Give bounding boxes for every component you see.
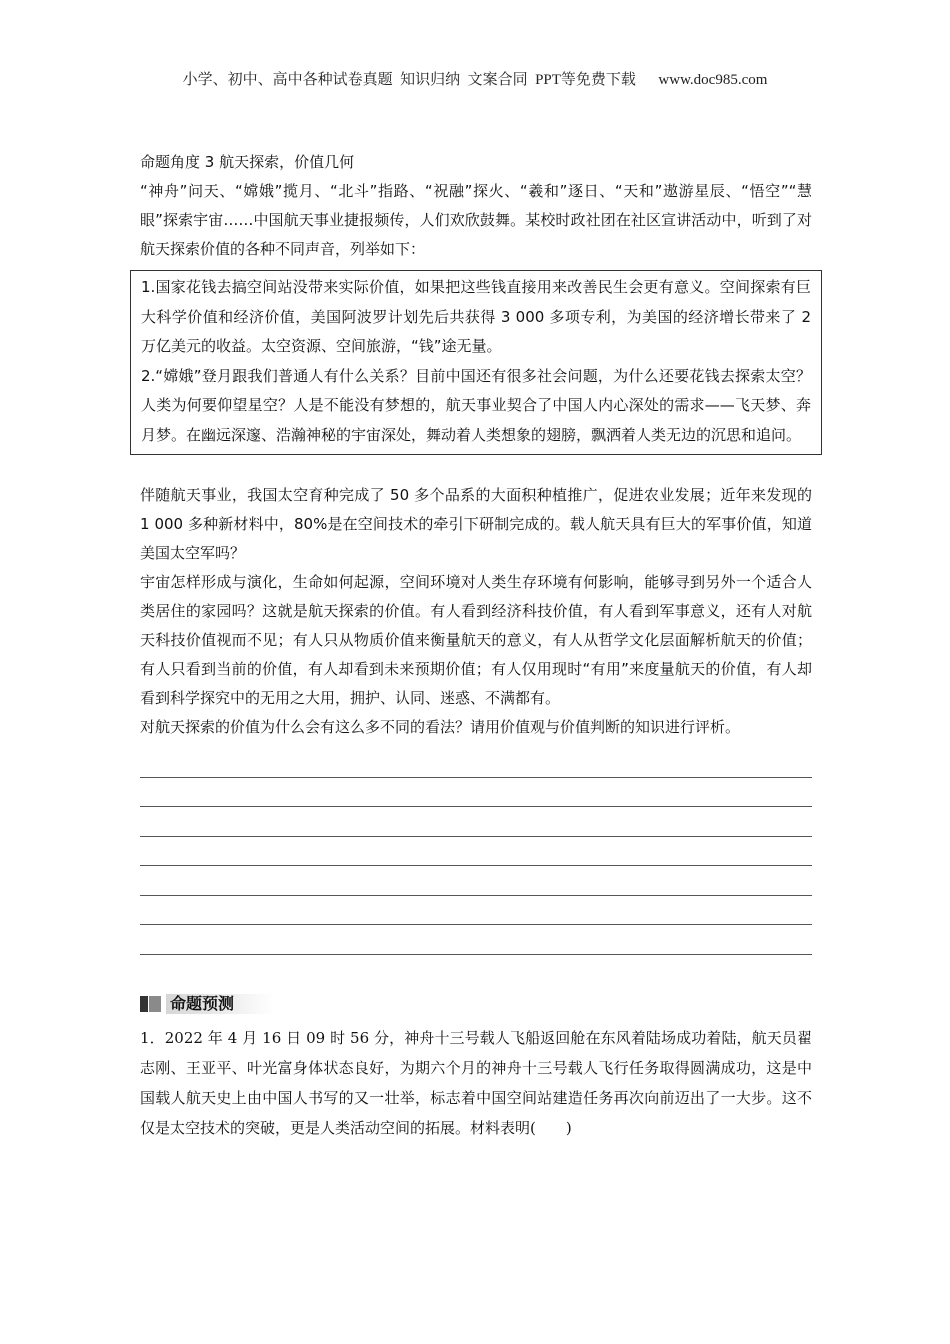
main-content bbox=[140, 148, 812, 1158]
answer-line[interactable] bbox=[140, 866, 812, 896]
viewpoint-item-1: 1.国家花钱去搞空间站没带来实际价值，如果把这些钱直接用来改善民生会更有意义。空间探索有巨大科学价值和经济价值，美国阿波罗计划先后共获得 3 000 多项专利，为美国的经济增长带来了 2 万亿美元的收益。太空资源、空间旅游，“钱”途无量。 bbox=[141, 278, 811, 355]
answer-line[interactable] bbox=[140, 748, 812, 778]
forecast-question-1: 1．2022 年 4 月 16 日 09 时 56 分，神舟十三号载人飞船返回舱在东风着陆场成功着陆，航天员翟志刚、王亚平、叶光富身体状态良好，为期六个月的神舟十三号载人飞行任务取得圆满成功，这是中国载人航天史上由中国人书写的又一壮举，标志着中国空间站建造任务再次向前迈出了一大步。这不仅是太空技术的突破，更是人类活动空间的拓展。材料表明( ) bbox=[140, 1028, 812, 1137]
question-prompt: 对航天探索的价值为什么会有这么多不同的看法？请用价值观与价值判断的知识进行评析。 bbox=[140, 718, 741, 736]
answer-lines[interactable] bbox=[140, 748, 812, 955]
section-heading: 命题角度 3 航天探索，价值几何 bbox=[140, 153, 355, 171]
forecast-title: 命题预测 bbox=[166, 994, 274, 1014]
answer-line[interactable] bbox=[140, 925, 812, 955]
page-header: 小学、初中、高中各种试卷真题 知识归纳 文案合同 PPT等免费下载 www.doc985.com bbox=[182, 72, 768, 88]
intro-paragraph: “神舟”问天、“嫦娥”揽月、“北斗”指路、“祝融”探火、“羲和”逐日、“天和”遨游星辰、“悟空”“慧眼”探索宇宙……中国航天事业捷报频传，人们欢欣鼓舞。某校时政社团在社区宣讲活动中，听到了对航天探索价值的各种不同声音，列举如下： bbox=[140, 182, 812, 258]
answer-line[interactable] bbox=[140, 778, 812, 808]
viewpoints-box bbox=[130, 270, 822, 455]
paragraph-space-value: 宇宙怎样形成与演化，生命如何起源，空间环境对人类生存环境有何影响，能够寻到另外一个适合人类居住的家园吗？这就是航天探索的价值。有人看到经济科技价值，有人看到军事意义，还有人对航天科技价值视而不见；有人只从物质价值来衡量航天的意义，有人从哲学文化层面解析航天的价值；有人只看到当前的价值，有人却看到未来预期价值；有人仅用现时“有用”来度量航天的价值，有人却看到科学探究中的无用之大用，拥护、认同、迷惑、不满都有。 bbox=[140, 573, 812, 707]
paragraph-space-benefits: 伴随航天事业，我国太空育种完成了 50 多个品系的大面积种植推广，促进农业发展；近年来发现的 1 000 多种新材料中，80%是在空间技术的牵引下研制完成的。载人航天具有巨大的军事价值，知道美国太空军吗？ bbox=[140, 486, 812, 562]
answer-line[interactable] bbox=[140, 896, 812, 926]
viewpoint-item-2: 2.“嫦娥”登月跟我们普通人有什么关系？目前中国还有很多社会问题，为什么还要花钱去探索太空？人类为何要仰望星空？人是不能没有梦想的，航天事业契合了中国人内心深处的需求——飞天梦、奔月梦。在幽远深邃、浩瀚神秘的宇宙深处，舞动着人类想象的翅膀，飘洒着人类无边的沉思和追问。 bbox=[141, 366, 811, 444]
answer-line[interactable] bbox=[140, 837, 812, 867]
forecast-section-header bbox=[140, 993, 812, 1015]
section-marker-icon bbox=[140, 994, 162, 1014]
answer-line[interactable] bbox=[140, 807, 812, 837]
